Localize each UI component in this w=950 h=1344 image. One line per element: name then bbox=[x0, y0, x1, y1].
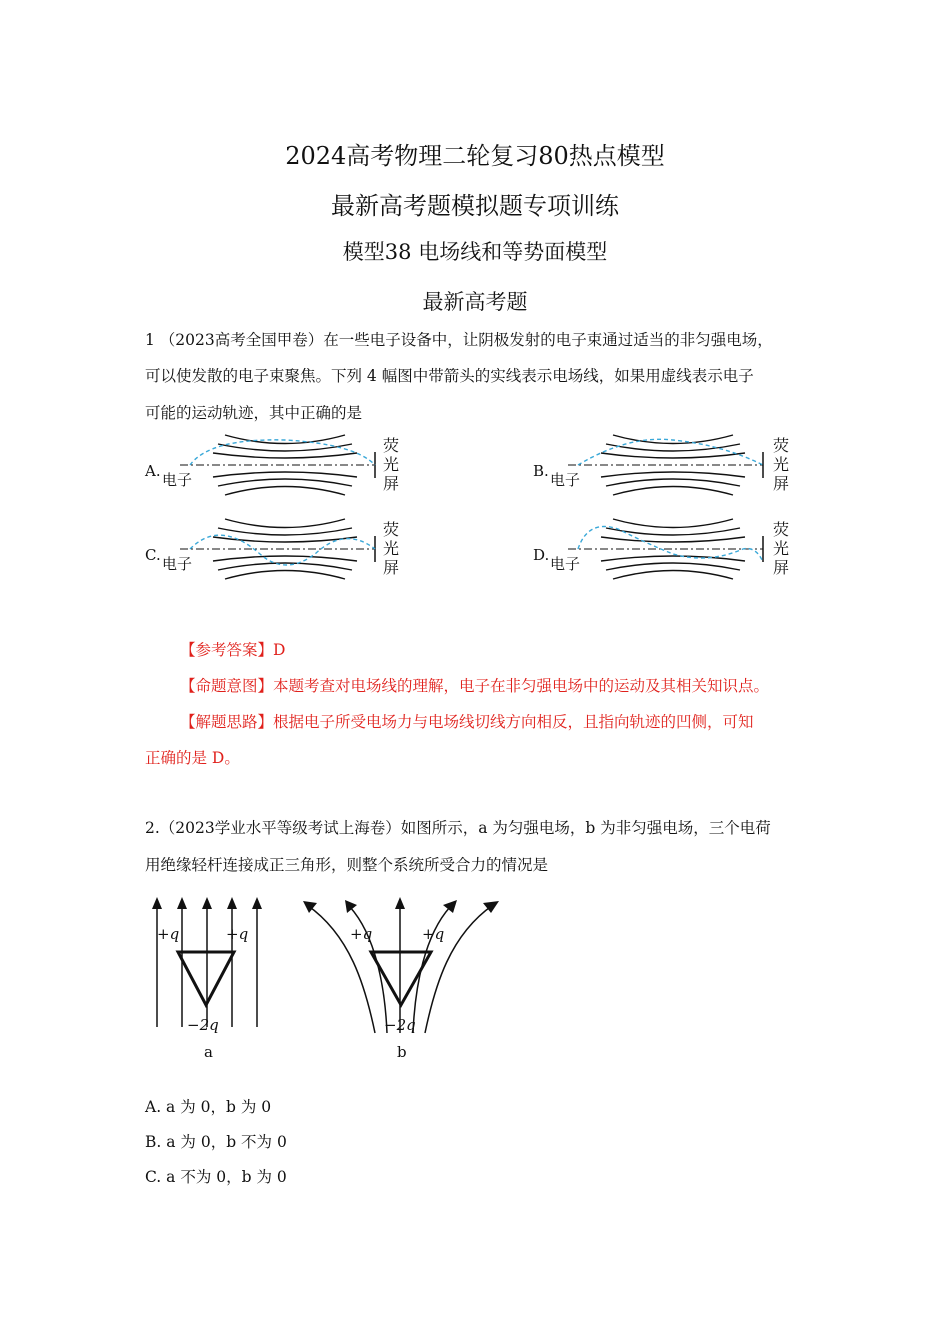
fig-a-charge-right: +q bbox=[226, 925, 249, 943]
q2-line1: 2.（2023学业水平等级考试上海卷）如图所示，a 为匀强电场，b 为非匀强电场，三个电荷 bbox=[145, 819, 771, 837]
option-d-figure bbox=[568, 514, 768, 584]
analysis-line1: 【解题思路】根据电子所受电场力与电场线切线方向相反，且指向轨迹的凹侧，可知 bbox=[180, 713, 754, 731]
analysis-line2: 正确的是 D。 bbox=[145, 749, 240, 767]
subtitle: 最新高考题模拟题专项训练 bbox=[331, 192, 619, 220]
option-a-figure bbox=[180, 430, 380, 500]
fig-b-charge-right: +q bbox=[422, 925, 445, 943]
option-b-label: B. bbox=[533, 462, 549, 480]
option-b-figure bbox=[568, 430, 768, 500]
fig-a-caption: a bbox=[204, 1043, 213, 1061]
answer: 【参考答案】D bbox=[180, 641, 286, 659]
option-c-screen: 荧 光 屏 bbox=[383, 520, 400, 577]
option-c-label: C. bbox=[145, 546, 161, 564]
q1-line2: 可以使发散的电子束聚焦。下列 4 幅图中带箭头的实线表示电场线，如果用虚线表示电子 bbox=[145, 367, 754, 385]
choice-b: B. a 为 0，b 不为 0 bbox=[145, 1133, 287, 1151]
option-a-electron: 电子 bbox=[162, 471, 193, 489]
choice-c: C. a 不为 0，b 为 0 bbox=[145, 1168, 287, 1186]
q2-figure-a bbox=[145, 895, 275, 1030]
option-d-label: D. bbox=[533, 546, 550, 564]
q2-figure-b bbox=[295, 895, 510, 1035]
section-title: 最新高考题 bbox=[422, 290, 528, 314]
option-a-label: A. bbox=[145, 462, 161, 480]
fig-b-caption: b bbox=[397, 1043, 407, 1061]
option-b-screen: 荧 光 屏 bbox=[773, 436, 790, 493]
q2-line2: 用绝缘轻杆连接成正三角形，则整个系统所受合力的情况是 bbox=[145, 856, 549, 874]
fig-a-charge-bottom: −2q bbox=[187, 1016, 219, 1034]
model-title: 模型38 电场线和等势面模型 bbox=[342, 240, 608, 264]
option-c-electron: 电子 bbox=[162, 555, 193, 573]
q1-line1: 1 （2023高考全国甲卷）在一些电子设备中，让阴极发射的电子束通过适当的非匀强电场， bbox=[145, 331, 773, 349]
fig-b-charge-bottom: −2q bbox=[384, 1016, 416, 1034]
option-c-figure bbox=[180, 514, 380, 584]
option-d-electron: 电子 bbox=[550, 555, 581, 573]
intent: 【命题意图】本题考查对电场线的理解，电子在非匀强电场中的运动及其相关知识点。 bbox=[180, 677, 770, 695]
option-d-screen: 荧 光 屏 bbox=[773, 520, 790, 577]
main-title: 2024高考物理二轮复习80热点模型 bbox=[285, 142, 665, 170]
choice-a: A. a 为 0，b 为 0 bbox=[145, 1098, 272, 1116]
fig-b-charge-left: +q bbox=[350, 925, 373, 943]
option-b-electron: 电子 bbox=[550, 471, 581, 489]
fig-a-charge-left: +q bbox=[157, 925, 180, 943]
option-a-screen: 荧 光 屏 bbox=[383, 436, 400, 493]
q1-line3: 可能的运动轨迹，其中正确的是 bbox=[145, 404, 363, 422]
